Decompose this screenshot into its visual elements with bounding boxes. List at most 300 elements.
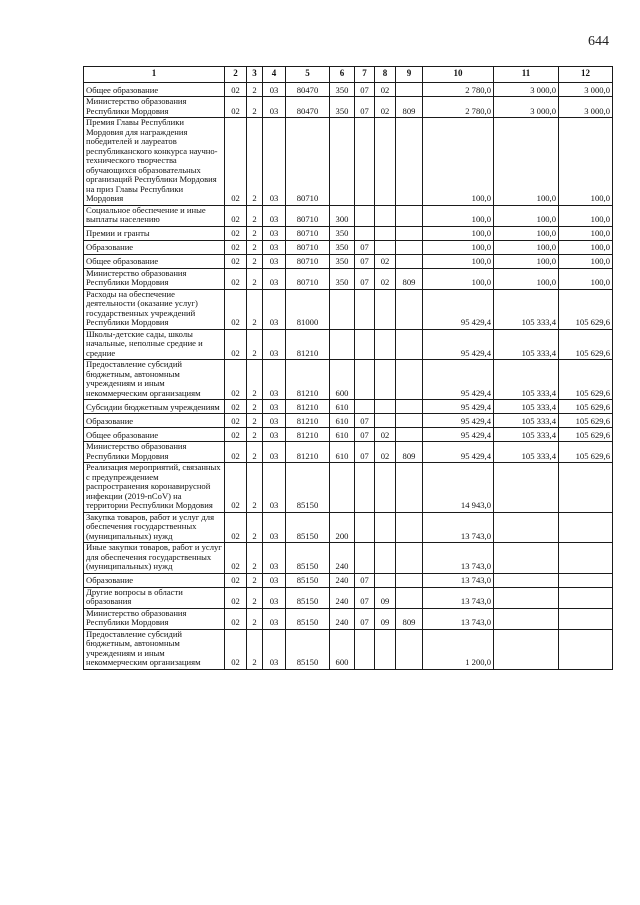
amount-col-10: 13 743,0 <box>423 608 494 629</box>
row-description: Общее образование <box>84 428 225 442</box>
code-col-2: 02 <box>225 573 247 587</box>
column-header-4: 4 <box>263 67 286 83</box>
code-col-7: 07 <box>355 268 375 289</box>
code-col-2: 02 <box>225 254 247 268</box>
code-col-6: 350 <box>330 268 355 289</box>
amount-col-12 <box>559 573 613 587</box>
code-col-2: 02 <box>225 442 247 463</box>
code-col-3: 2 <box>247 428 263 442</box>
row-description: Министерство образования Республики Мордовия <box>84 442 225 463</box>
code-col-7: 07 <box>355 428 375 442</box>
code-col-3: 2 <box>247 463 263 513</box>
column-header-11: 11 <box>494 67 559 83</box>
code-col-8 <box>375 329 396 360</box>
code-col-6: 350 <box>330 83 355 97</box>
code-col-4: 03 <box>263 608 286 629</box>
code-col-4: 03 <box>263 329 286 360</box>
code-col-8: 02 <box>375 97 396 118</box>
row-description: Образование <box>84 240 225 254</box>
code-col-3: 2 <box>247 83 263 97</box>
code-col-5: 81000 <box>286 289 330 329</box>
code-col-5: 80710 <box>286 240 330 254</box>
code-col-5: 80470 <box>286 97 330 118</box>
code-col-7 <box>355 629 375 669</box>
code-col-9: 809 <box>396 97 423 118</box>
amount-col-11: 105 333,4 <box>494 428 559 442</box>
row-description: Предоставление субсидий бюджетным, автономным учреждениям и иным некоммерческим организациям <box>84 360 225 400</box>
code-col-8: 09 <box>375 587 396 608</box>
amount-col-11: 105 333,4 <box>494 442 559 463</box>
code-col-2: 02 <box>225 629 247 669</box>
code-col-9 <box>396 118 423 206</box>
code-col-5: 80710 <box>286 268 330 289</box>
code-col-9 <box>396 587 423 608</box>
code-col-2: 02 <box>225 512 247 543</box>
code-col-8 <box>375 463 396 513</box>
code-col-8 <box>375 240 396 254</box>
code-col-8: 02 <box>375 83 396 97</box>
table-row <box>84 573 613 587</box>
amount-col-10: 95 429,4 <box>423 289 494 329</box>
table-row <box>84 442 613 463</box>
table-row <box>84 329 613 360</box>
column-header-8: 8 <box>375 67 396 83</box>
amount-col-10: 13 743,0 <box>423 543 494 574</box>
table-header-row <box>84 67 613 83</box>
code-col-5: 80710 <box>286 226 330 240</box>
code-col-7: 07 <box>355 414 375 428</box>
amount-col-12 <box>559 629 613 669</box>
code-col-7: 07 <box>355 442 375 463</box>
code-col-2: 02 <box>225 463 247 513</box>
code-col-9 <box>396 360 423 400</box>
amount-col-10: 95 429,4 <box>423 329 494 360</box>
table-row <box>84 400 613 414</box>
code-col-4: 03 <box>263 512 286 543</box>
code-col-6: 200 <box>330 512 355 543</box>
amount-col-11: 100,0 <box>494 240 559 254</box>
column-header-1: 1 <box>84 67 225 83</box>
code-col-6 <box>330 329 355 360</box>
amount-col-12 <box>559 543 613 574</box>
amount-col-10: 14 943,0 <box>423 463 494 513</box>
code-col-3: 2 <box>247 289 263 329</box>
amount-col-10: 100,0 <box>423 268 494 289</box>
code-col-2: 02 <box>225 240 247 254</box>
amount-col-11: 105 333,4 <box>494 414 559 428</box>
code-col-2: 02 <box>225 83 247 97</box>
amount-col-12: 105 629,6 <box>559 329 613 360</box>
amount-col-10: 100,0 <box>423 205 494 226</box>
amount-col-10: 13 743,0 <box>423 573 494 587</box>
code-col-7: 07 <box>355 573 375 587</box>
table-row <box>84 543 613 574</box>
code-col-4: 03 <box>263 205 286 226</box>
amount-col-12: 105 629,6 <box>559 289 613 329</box>
code-col-6: 300 <box>330 205 355 226</box>
table-row <box>84 414 613 428</box>
code-col-3: 2 <box>247 118 263 206</box>
code-col-9 <box>396 512 423 543</box>
code-col-6: 350 <box>330 240 355 254</box>
code-col-3: 2 <box>247 608 263 629</box>
amount-col-11 <box>494 608 559 629</box>
row-description: Министерство образования Республики Мордовия <box>84 608 225 629</box>
row-description: Образование <box>84 573 225 587</box>
code-col-5: 81210 <box>286 442 330 463</box>
code-col-7 <box>355 226 375 240</box>
row-description: Предоставление субсидий бюджетным, автономным учреждениям и иным некоммерческим организациям <box>84 629 225 669</box>
amount-col-12: 100,0 <box>559 226 613 240</box>
code-col-7: 07 <box>355 254 375 268</box>
code-col-6: 240 <box>330 543 355 574</box>
code-col-6 <box>330 118 355 206</box>
amount-col-12: 100,0 <box>559 205 613 226</box>
row-description: Общее образование <box>84 254 225 268</box>
code-col-8: 02 <box>375 428 396 442</box>
budget-table <box>83 66 613 670</box>
code-col-2: 02 <box>225 97 247 118</box>
code-col-5: 85150 <box>286 512 330 543</box>
row-description: Расходы на обеспечение деятельности (оказание услуг) государственных учреждений Республики Мордовия <box>84 289 225 329</box>
code-col-9 <box>396 543 423 574</box>
code-col-3: 2 <box>247 240 263 254</box>
code-col-5: 81210 <box>286 329 330 360</box>
code-col-2: 02 <box>225 118 247 206</box>
code-col-3: 2 <box>247 400 263 414</box>
code-col-5: 85150 <box>286 608 330 629</box>
amount-col-12 <box>559 512 613 543</box>
amount-col-11: 105 333,4 <box>494 400 559 414</box>
amount-col-10: 95 429,4 <box>423 360 494 400</box>
code-col-2: 02 <box>225 226 247 240</box>
code-col-7: 07 <box>355 83 375 97</box>
code-col-8 <box>375 414 396 428</box>
code-col-3: 2 <box>247 442 263 463</box>
code-col-4: 03 <box>263 629 286 669</box>
code-col-7 <box>355 543 375 574</box>
code-col-2: 02 <box>225 329 247 360</box>
code-col-8 <box>375 205 396 226</box>
code-col-8 <box>375 629 396 669</box>
table-row <box>84 629 613 669</box>
code-col-9 <box>396 83 423 97</box>
code-col-6: 600 <box>330 360 355 400</box>
column-header-10: 10 <box>423 67 494 83</box>
code-col-7 <box>355 512 375 543</box>
code-col-9 <box>396 400 423 414</box>
amount-col-12: 100,0 <box>559 254 613 268</box>
code-col-7 <box>355 118 375 206</box>
code-col-8 <box>375 360 396 400</box>
code-col-6: 350 <box>330 226 355 240</box>
column-header-2: 2 <box>225 67 247 83</box>
code-col-4: 03 <box>263 463 286 513</box>
amount-col-11 <box>494 463 559 513</box>
code-col-4: 03 <box>263 428 286 442</box>
amount-col-10: 2 780,0 <box>423 83 494 97</box>
code-col-8: 02 <box>375 442 396 463</box>
code-col-3: 2 <box>247 226 263 240</box>
amount-col-12: 100,0 <box>559 118 613 206</box>
code-col-2: 02 <box>225 428 247 442</box>
code-col-9 <box>396 289 423 329</box>
code-col-6: 610 <box>330 414 355 428</box>
code-col-3: 2 <box>247 360 263 400</box>
amount-col-11: 105 333,4 <box>494 329 559 360</box>
column-header-5: 5 <box>286 67 330 83</box>
code-col-8 <box>375 118 396 206</box>
code-col-2: 02 <box>225 289 247 329</box>
column-header-3: 3 <box>247 67 263 83</box>
row-description: Общее образование <box>84 83 225 97</box>
code-col-2: 02 <box>225 587 247 608</box>
code-col-6: 610 <box>330 442 355 463</box>
amount-col-12: 100,0 <box>559 240 613 254</box>
table-row <box>84 205 613 226</box>
code-col-4: 03 <box>263 97 286 118</box>
code-col-5: 81210 <box>286 414 330 428</box>
code-col-7 <box>355 289 375 329</box>
code-col-7 <box>355 463 375 513</box>
amount-col-12: 105 629,6 <box>559 360 613 400</box>
amount-col-10: 100,0 <box>423 226 494 240</box>
amount-col-11: 105 333,4 <box>494 289 559 329</box>
amount-col-12 <box>559 463 613 513</box>
row-description: Социальное обеспечение и иные выплаты населению <box>84 205 225 226</box>
code-col-7: 07 <box>355 587 375 608</box>
amount-col-10: 100,0 <box>423 118 494 206</box>
code-col-6: 240 <box>330 587 355 608</box>
code-col-6: 240 <box>330 608 355 629</box>
code-col-9 <box>396 629 423 669</box>
code-col-4: 03 <box>263 442 286 463</box>
code-col-5: 80470 <box>286 83 330 97</box>
row-description: Реализация мероприятий, связанных с предупреждением распространения коронавирусной инфекции (2019-nCoV) на территории Республики Мордовия <box>84 463 225 513</box>
code-col-6: 350 <box>330 97 355 118</box>
code-col-3: 2 <box>247 97 263 118</box>
code-col-2: 02 <box>225 543 247 574</box>
amount-col-10: 100,0 <box>423 254 494 268</box>
code-col-9 <box>396 254 423 268</box>
code-col-9 <box>396 329 423 360</box>
code-col-4: 03 <box>263 360 286 400</box>
amount-col-11: 3 000,0 <box>494 97 559 118</box>
code-col-2: 02 <box>225 608 247 629</box>
table-row <box>84 240 613 254</box>
code-col-7 <box>355 400 375 414</box>
code-col-3: 2 <box>247 543 263 574</box>
code-col-4: 03 <box>263 118 286 206</box>
amount-col-10: 95 429,4 <box>423 414 494 428</box>
code-col-5: 80710 <box>286 254 330 268</box>
amount-col-10: 2 780,0 <box>423 97 494 118</box>
code-col-9 <box>396 428 423 442</box>
code-col-8 <box>375 289 396 329</box>
table-row <box>84 360 613 400</box>
code-col-9: 809 <box>396 442 423 463</box>
code-col-4: 03 <box>263 254 286 268</box>
amount-col-10: 95 429,4 <box>423 428 494 442</box>
code-col-5: 80710 <box>286 205 330 226</box>
code-col-7 <box>355 205 375 226</box>
amount-col-10: 95 429,4 <box>423 400 494 414</box>
column-header-12: 12 <box>559 67 613 83</box>
code-col-5: 81210 <box>286 428 330 442</box>
code-col-3: 2 <box>247 587 263 608</box>
code-col-8: 02 <box>375 268 396 289</box>
table-row <box>84 254 613 268</box>
table-row <box>84 118 613 206</box>
amount-col-11 <box>494 629 559 669</box>
code-col-9 <box>396 240 423 254</box>
row-description: Субсидии бюджетным учреждениям <box>84 400 225 414</box>
code-col-7 <box>355 329 375 360</box>
code-col-5: 80710 <box>286 118 330 206</box>
amount-col-11 <box>494 543 559 574</box>
amount-col-10: 13 743,0 <box>423 587 494 608</box>
code-col-5: 81210 <box>286 360 330 400</box>
amount-col-11: 105 333,4 <box>494 360 559 400</box>
code-col-9 <box>396 205 423 226</box>
table-row <box>84 587 613 608</box>
code-col-2: 02 <box>225 205 247 226</box>
amount-col-10: 13 743,0 <box>423 512 494 543</box>
code-col-6: 610 <box>330 428 355 442</box>
code-col-8 <box>375 543 396 574</box>
column-header-9: 9 <box>396 67 423 83</box>
code-col-4: 03 <box>263 289 286 329</box>
amount-col-11 <box>494 587 559 608</box>
table-body <box>84 83 613 670</box>
amount-col-11: 100,0 <box>494 118 559 206</box>
amount-col-11 <box>494 573 559 587</box>
code-col-4: 03 <box>263 226 286 240</box>
code-col-8 <box>375 512 396 543</box>
code-col-6: 610 <box>330 400 355 414</box>
code-col-4: 03 <box>263 240 286 254</box>
code-col-5: 85150 <box>286 463 330 513</box>
row-description: Министерство образования Республики Мордовия <box>84 268 225 289</box>
code-col-9: 809 <box>396 608 423 629</box>
code-col-8: 02 <box>375 254 396 268</box>
amount-col-11: 100,0 <box>494 268 559 289</box>
code-col-8: 09 <box>375 608 396 629</box>
amount-col-12: 105 629,6 <box>559 400 613 414</box>
table-row <box>84 608 613 629</box>
code-col-9 <box>396 573 423 587</box>
code-col-8 <box>375 400 396 414</box>
amount-col-11: 100,0 <box>494 254 559 268</box>
code-col-9 <box>396 463 423 513</box>
code-col-3: 2 <box>247 205 263 226</box>
amount-col-11: 100,0 <box>494 205 559 226</box>
amount-col-12: 3 000,0 <box>559 97 613 118</box>
column-header-6: 6 <box>330 67 355 83</box>
code-col-3: 2 <box>247 512 263 543</box>
code-col-2: 02 <box>225 360 247 400</box>
code-col-4: 03 <box>263 587 286 608</box>
amount-col-12: 105 629,6 <box>559 428 613 442</box>
code-col-4: 03 <box>263 400 286 414</box>
code-col-6 <box>330 289 355 329</box>
code-col-3: 2 <box>247 414 263 428</box>
row-description: Образование <box>84 414 225 428</box>
code-col-6 <box>330 463 355 513</box>
code-col-9 <box>396 226 423 240</box>
table-row <box>84 268 613 289</box>
code-col-4: 03 <box>263 83 286 97</box>
page-number: 644 <box>588 34 609 49</box>
row-description: Другие вопросы в области образования <box>84 587 225 608</box>
amount-col-10: 100,0 <box>423 240 494 254</box>
code-col-3: 2 <box>247 629 263 669</box>
code-col-6: 240 <box>330 573 355 587</box>
code-col-7 <box>355 360 375 400</box>
row-description: Министерство образования Республики Мордовия <box>84 97 225 118</box>
code-col-3: 2 <box>247 329 263 360</box>
code-col-4: 03 <box>263 543 286 574</box>
code-col-6: 350 <box>330 254 355 268</box>
code-col-8 <box>375 226 396 240</box>
column-header-7: 7 <box>355 67 375 83</box>
amount-col-12: 100,0 <box>559 268 613 289</box>
code-col-4: 03 <box>263 268 286 289</box>
code-col-5: 85150 <box>286 587 330 608</box>
code-col-5: 85150 <box>286 573 330 587</box>
amount-col-10: 1 200,0 <box>423 629 494 669</box>
amount-col-12 <box>559 608 613 629</box>
row-description: Премия Главы Республики Мордовия для награждения победителей и лауреатов республиканского конкурса научно-технического творчества обучающихся образовательных организаций Республики Мордовия на приз Главы Республики Мордовия <box>84 118 225 206</box>
amount-col-11: 100,0 <box>494 226 559 240</box>
row-description: Иные закупки товаров, работ и услуг для обеспечения государственных (муниципальных) нужд <box>84 543 225 574</box>
code-col-5: 81210 <box>286 400 330 414</box>
row-description: Закупка товаров, работ и услуг для обеспечения государственных (муниципальных) нужд <box>84 512 225 543</box>
code-col-7: 07 <box>355 240 375 254</box>
code-col-7: 07 <box>355 608 375 629</box>
code-col-7: 07 <box>355 97 375 118</box>
table-row <box>84 289 613 329</box>
amount-col-10: 95 429,4 <box>423 442 494 463</box>
code-col-5: 85150 <box>286 543 330 574</box>
code-col-4: 03 <box>263 414 286 428</box>
code-col-9 <box>396 414 423 428</box>
code-col-2: 02 <box>225 268 247 289</box>
table-row <box>84 226 613 240</box>
table-row <box>84 428 613 442</box>
code-col-6: 600 <box>330 629 355 669</box>
table-row <box>84 463 613 513</box>
code-col-9: 809 <box>396 268 423 289</box>
amount-col-12: 105 629,6 <box>559 442 613 463</box>
row-description: Школы-детские сады, школы начальные, неполные средние и средние <box>84 329 225 360</box>
amount-col-12 <box>559 587 613 608</box>
table-row <box>84 512 613 543</box>
code-col-3: 2 <box>247 268 263 289</box>
row-description: Премии и гранты <box>84 226 225 240</box>
code-col-4: 03 <box>263 573 286 587</box>
code-col-3: 2 <box>247 573 263 587</box>
amount-col-12: 105 629,6 <box>559 414 613 428</box>
amount-col-12: 3 000,0 <box>559 83 613 97</box>
table-row <box>84 83 613 97</box>
code-col-5: 85150 <box>286 629 330 669</box>
amount-col-11: 3 000,0 <box>494 83 559 97</box>
code-col-3: 2 <box>247 254 263 268</box>
amount-col-11 <box>494 512 559 543</box>
table-row <box>84 97 613 118</box>
code-col-2: 02 <box>225 414 247 428</box>
